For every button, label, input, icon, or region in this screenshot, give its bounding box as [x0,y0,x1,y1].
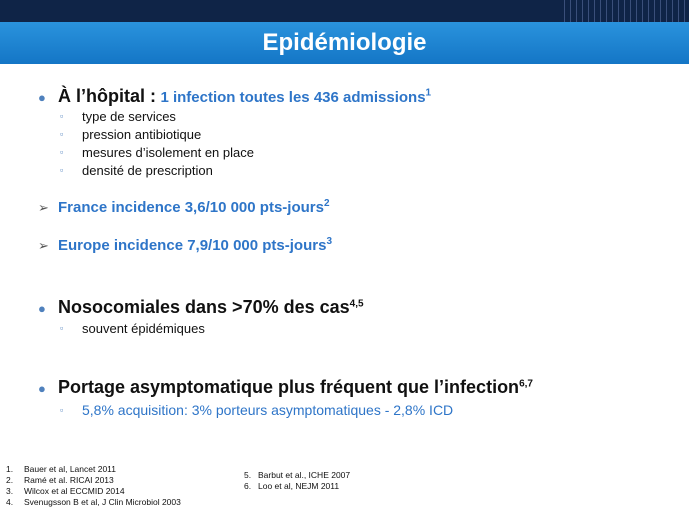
hospital-sub-item [60,109,176,124]
square-bullet-icon: ▫ [60,405,64,415]
hospital-highlight: 1 infection toutes les 436 admissions [160,89,426,106]
bullet-nosocomial [38,297,364,318]
hospital-sub-text: type de services [82,109,176,124]
hospital-sub-text: pression antibiotique [82,127,202,142]
arrow-right-icon: ➢ [38,200,49,215]
reference-number: 5. [244,470,252,480]
arrow-right-icon: ➢ [38,238,49,253]
hospital-sub-item [60,163,213,178]
hospital-sub-text: densité de prescription [82,163,213,178]
reference-number: 4. [6,497,14,507]
bullet-dot-icon: ● [38,381,46,396]
france-sup: 2 [323,198,330,209]
nosocomial-sub-item [60,321,205,336]
reference-text: Loo et al, NEJM 2011 [258,481,340,491]
square-bullet-icon: ▫ [60,147,64,157]
europe-sup: 3 [326,236,332,247]
bullet-carriage [38,377,533,398]
reference-item [244,481,350,492]
hospital-label: À l’hôpital : [58,86,156,106]
references-right [244,470,350,492]
hospital-sub-item [60,127,201,142]
bullet-europe [38,236,332,254]
nosocomial-sup: 4,5 [349,298,364,310]
hospital-sup: 1 [425,87,432,99]
reference-item [6,486,181,497]
reference-number: 6. [244,481,252,491]
reference-text: Wilcox et al ECCMID 2014 [24,486,125,496]
reference-text: Bauer et al, Lancet 2011 [24,464,116,474]
france-text: France incidence 3,6/10 000 pts-jours [58,199,324,216]
nosocomial-sub-text: souvent épidémiques [82,321,205,336]
square-bullet-icon: ▫ [60,165,64,175]
reference-text: Svenugsson B et al, J Clin Microbiol 2003 [24,497,181,507]
references-left [6,464,181,508]
bullet-dot-icon: ● [38,301,46,316]
bullet-hospital [38,86,431,107]
reference-item [6,497,181,508]
bullet-france [38,198,330,216]
square-bullet-icon: ▫ [60,323,64,333]
reference-item [244,470,350,481]
hospital-sub-item [60,145,254,160]
carriage-sub-text: 5,8% acquisition: 3% porteurs asymptomatiques - 2,8% ICD [82,402,454,418]
reference-number: 1. [6,464,14,474]
reference-item [6,475,181,486]
bullet-dot-icon: ● [38,90,46,105]
reference-number: 3. [6,486,14,496]
nosocomial-text: Nosocomiales dans >70% des cas [58,297,350,317]
carriage-sup: 6,7 [519,378,533,390]
reference-text: Barbut et al., ICHE 2007 [258,470,351,480]
reference-number: 2. [6,475,14,485]
reference-text: Ramé et al. RICAI 2013 [24,475,114,485]
square-bullet-icon: ▫ [60,129,64,139]
europe-text: Europe incidence 7,9/10 000 pts-jours [58,237,327,254]
reference-item [6,464,181,475]
square-bullet-icon: ▫ [60,111,64,121]
hospital-sub-text: mesures d’isolement en place [82,145,254,160]
carriage-sub-item [60,402,453,418]
carriage-text: Portage asymptomatique plus fréquent que l’infection [58,377,520,397]
slide-title: Epidémiologie [262,29,427,56]
